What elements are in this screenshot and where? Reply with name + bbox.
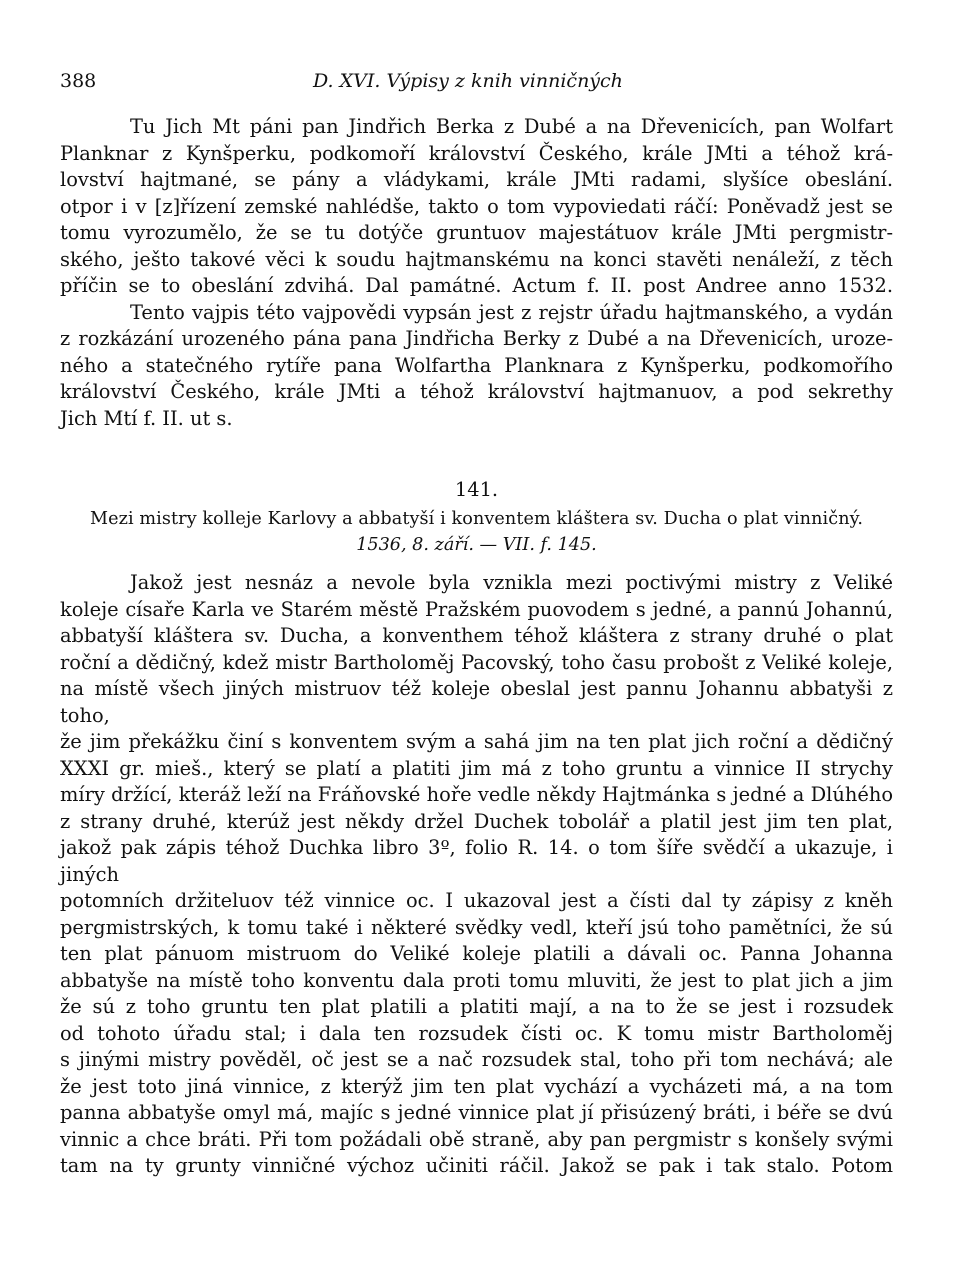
text-line: XXXI gr. mieš., který se platí a platiti jim má z toho gruntu a vinnice II strychy xyxy=(60,756,893,780)
page-number: 388 xyxy=(60,70,97,92)
text-line: příčin se to obeslání zdvihá. Dal památné. Actum f. II. post Andree anno 1532. xyxy=(60,274,893,297)
text-line: na místě všech jiných mistruov též koleje obeslal jest pannu Johannu abbatyši z toho, xyxy=(60,677,893,727)
text-line: potomních držiteluov též vinnice oc. I ukazoval jest a čísti dal ty zápisy z kněh xyxy=(60,889,893,912)
text-line: lovství hajtmané, se pány a vládykami, krále JMti radami, slyšíce obeslání. xyxy=(60,168,893,191)
text-line: z strany druhé, kterúž jest někdy držel Duchek tobolář a platil jest jim ten plat, xyxy=(60,809,893,833)
section-number: 141. xyxy=(454,478,499,501)
text-line: s jinými mistry pověděl, oč jest se a nač rozsudek stal, toho při tom nechává; ale xyxy=(60,1048,893,1071)
text-line: že jest toto jiná vinnice, z kterýž jim ten plat vychází a vycházeti má, a na tom xyxy=(60,1074,893,1098)
text-line: tam na ty grunty vinničné výchoz učiniti ráčil. Jakož se pak i tak stalo. Potom xyxy=(60,1154,893,1177)
running-head: D. XVI. Výpisy z knih vinničných xyxy=(313,70,623,92)
text-line: ného a statečného rytíře pana Wolfartha Planknara z Kynšperku, podkomořího xyxy=(60,353,893,377)
text-line: Jich Mtí f. II. ut s. xyxy=(60,406,233,430)
text-line: panna abbatyše omyl má, majíc s jedné vinnice plat jí přisúzený bráti, i béře se dvú xyxy=(60,1101,893,1124)
text-line: roční a dědičný, kdež mistr Bartholoměj Pacovský, toho času probošt z Veliké koleje, xyxy=(60,650,893,674)
text-line: Jakož jest nesnáz a nevole byla vznikla mezi poctivými mistry z Veliké xyxy=(130,571,893,594)
text-line: Planknar z Kynšperku, podkomoří království Českého, krále JMti a téhož krá- xyxy=(60,141,893,165)
paragraph-3 xyxy=(60,570,893,1180)
page-header xyxy=(60,64,893,100)
text-line: z rozkázání urozeného pána pana Jindřicha Berky z Dubé a na Dřevenicích, uroze- xyxy=(60,327,893,350)
text-line: pergmistrských, k tomu také i některé svědky vedl, kteří jsú toho pamětníci, že sú xyxy=(60,915,893,939)
section-date: 1536, 8. září. — VII. f. 145. xyxy=(356,535,597,555)
text-line: Tento vajpis této vajpovědi vypsán jest z rejstr úřadu hajtmanského, a vydán xyxy=(130,300,893,324)
text-line: že sú z toho gruntu ten plat platili a platiti mají, a na to že se jest i rozsudek xyxy=(60,995,893,1018)
text-line: Tu Jich Mt páni pan Jindřich Berka z Dubé a na Dřevenicích, pan Wolfart xyxy=(130,115,893,138)
text-line: vinnic a chce bráti. Při tom požádali obě straně, aby pan pergmistr s konšely svými xyxy=(60,1127,893,1151)
text-line: tomu vyrozumělo, že se tu dotýče gruntuov majestátuov krále JMti pergmistr- xyxy=(60,221,893,244)
text-line: království Českého, krále JMti a téhož království hajtmanuov, a pod sekrethy xyxy=(60,380,893,403)
text-line: ten plat pánuom mistruom do Veliké koleje platili a dávali oc. Panna Johanna xyxy=(60,942,893,965)
text-line: míry držící, kteráž leží na Fráňovské hoře vedle někdy Hajtmánka s jedné a Dlúhého xyxy=(60,783,893,806)
paragraph-1 xyxy=(60,114,893,300)
text-line: koleje císaře Karla ve Starém městě Pražském puovodem s jedné, a pannú Johannú, xyxy=(60,597,893,621)
text-line: že jim překážku činí s konventem svým a sahá jim na ten plat jich roční a dědičný xyxy=(60,730,893,753)
text-line: od tohoto úřadu stal; i dala ten rozsudek čísti oc. K tomu mistr Bartholoměj xyxy=(60,1021,893,1045)
document-page xyxy=(60,64,893,1180)
paragraph-2 xyxy=(60,300,893,433)
text-line: otpor i v [z]řízení zemské nahlédše, takto o tom vypoviedati ráčí: Poněvadž jest se xyxy=(60,194,893,218)
text-line: ského, ješto takové věci k soudu hajtmanskému na konci stavěti nenáleží, z těch xyxy=(60,247,893,271)
text-line: jakož pak zápis téhož Duchka libro 3º, folio R. 14. o tom šíře svědčí a ukazuje, i jiných xyxy=(60,836,893,886)
text-line: abbatyše na místě toho konventu dala proti tomu mluviti, že jest to plat jich a jim xyxy=(60,968,893,992)
text-line: abbatyší kláštera sv. Ducha, a konventhem téhož kláštera z strany druhé o plat xyxy=(60,624,893,647)
section-title: Mezi mistry kolleje Karlovy a abbatyší i konventem kláštera sv. Ducha o plat vinničný. xyxy=(89,509,864,529)
